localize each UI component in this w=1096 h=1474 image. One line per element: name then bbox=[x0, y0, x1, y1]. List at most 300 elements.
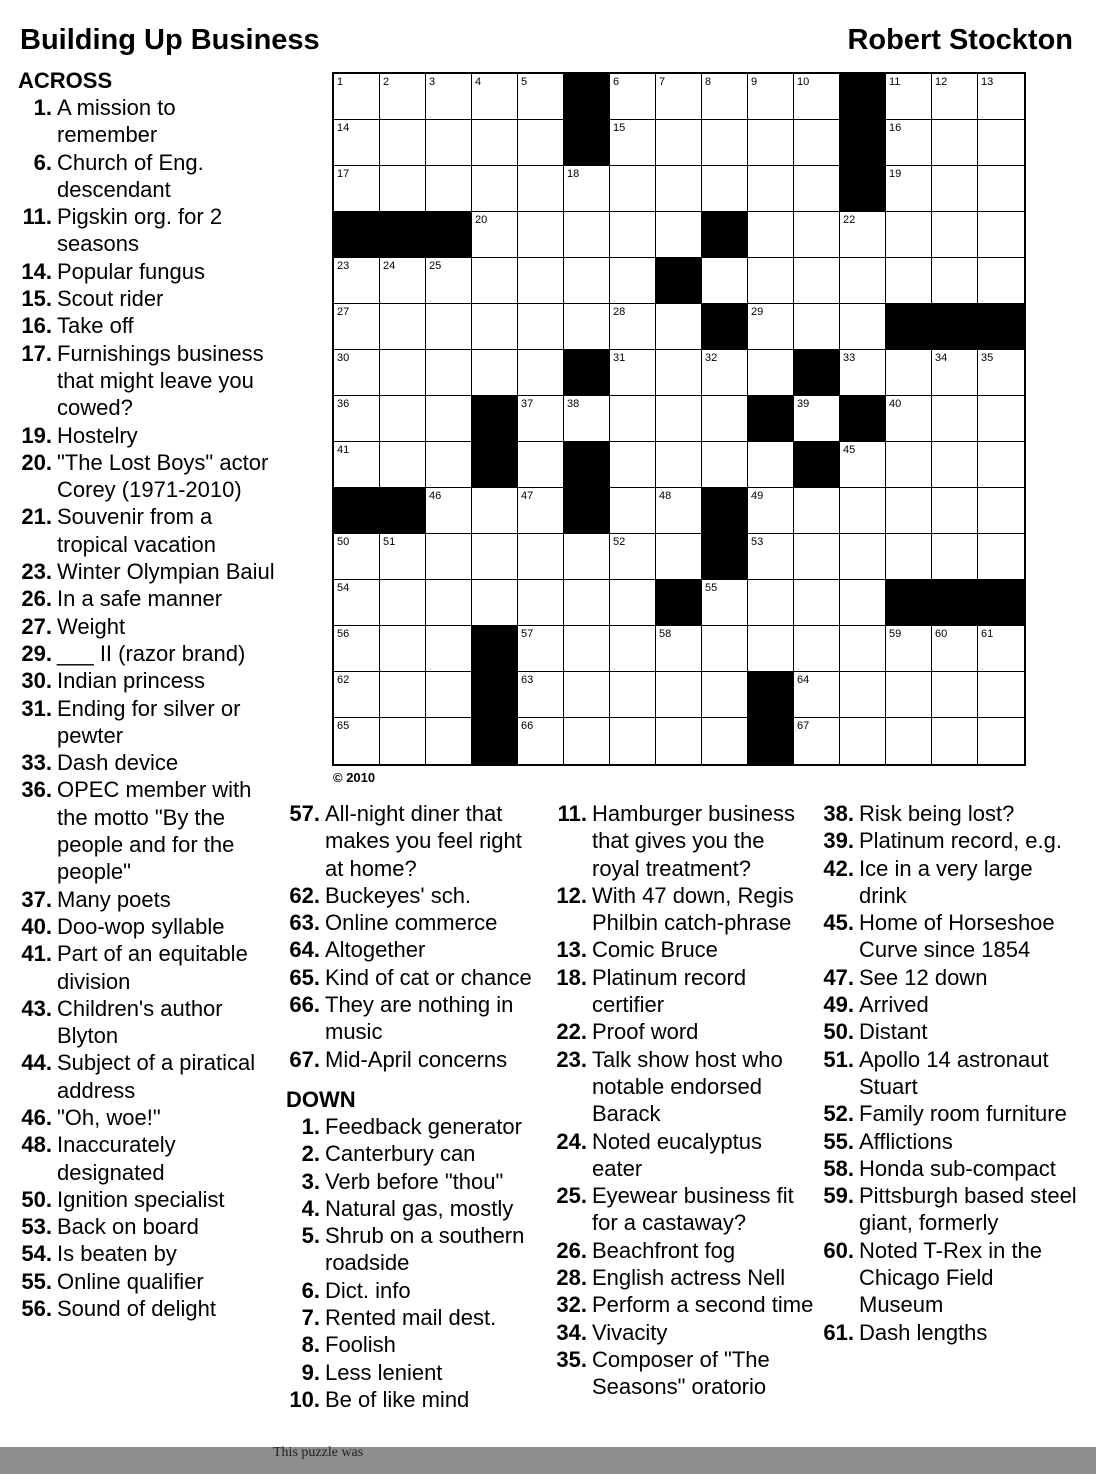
clue-item bbox=[286, 1359, 542, 1386]
grid-cell[interactable] bbox=[518, 626, 564, 672]
grid-cell[interactable] bbox=[426, 534, 472, 580]
grid-cell[interactable] bbox=[564, 626, 610, 672]
clue-number: 38. bbox=[823, 801, 854, 826]
grid-cell[interactable] bbox=[702, 258, 748, 304]
grid-cell[interactable] bbox=[334, 120, 380, 166]
grid-cell[interactable] bbox=[656, 396, 702, 442]
grid-cell[interactable] bbox=[978, 718, 1024, 764]
cell-number: 33 bbox=[843, 352, 856, 364]
clue-item bbox=[286, 1046, 542, 1073]
grid-cell[interactable] bbox=[978, 258, 1024, 304]
black-square bbox=[702, 304, 748, 350]
grid-cell[interactable] bbox=[380, 166, 426, 212]
clue-text: Subject of a piratical address bbox=[57, 1050, 256, 1103]
grid-cell[interactable] bbox=[702, 442, 748, 488]
grid-cell[interactable] bbox=[380, 74, 426, 120]
black-square bbox=[932, 580, 978, 626]
grid-cell[interactable] bbox=[656, 350, 702, 396]
grid-cell[interactable] bbox=[610, 626, 656, 672]
clue-number: 10. bbox=[289, 1386, 320, 1412]
grid-cell[interactable] bbox=[472, 74, 518, 120]
grid-cell[interactable] bbox=[564, 212, 610, 258]
grid-cell[interactable] bbox=[564, 304, 610, 350]
clue-number: 1. bbox=[33, 95, 52, 120]
grid-cell[interactable] bbox=[702, 120, 748, 166]
grid-cell[interactable] bbox=[426, 672, 472, 718]
grid-cell[interactable] bbox=[656, 534, 702, 580]
black-square bbox=[702, 488, 748, 534]
grid-cell[interactable] bbox=[518, 488, 564, 534]
grid-cell[interactable] bbox=[334, 258, 380, 304]
grid-cell[interactable] bbox=[840, 580, 886, 626]
grid-cell[interactable] bbox=[518, 672, 564, 718]
cell-number: 64 bbox=[797, 674, 810, 686]
grid-cell[interactable] bbox=[748, 488, 794, 534]
grid-cell[interactable] bbox=[932, 350, 978, 396]
clue-text: Afflictions bbox=[859, 1128, 953, 1154]
clue-text: Home of Horseshoe Curve since 1854 bbox=[859, 910, 1055, 963]
grid-cell[interactable] bbox=[610, 442, 656, 488]
cell-number: 17 bbox=[337, 168, 350, 180]
grid-cell[interactable] bbox=[748, 350, 794, 396]
grid-cell[interactable] bbox=[656, 672, 702, 718]
grid-cell[interactable] bbox=[610, 350, 656, 396]
cell-number: 48 bbox=[659, 490, 672, 502]
grid-cell[interactable] bbox=[334, 442, 380, 488]
grid-cell[interactable] bbox=[518, 120, 564, 166]
grid-cell[interactable] bbox=[610, 534, 656, 580]
grid-cell[interactable] bbox=[518, 580, 564, 626]
clue-number: 3. bbox=[301, 1168, 320, 1194]
grid-cell[interactable] bbox=[472, 488, 518, 534]
clue-text: Kind of cat or chance bbox=[325, 964, 532, 990]
grid-cell[interactable] bbox=[518, 396, 564, 442]
grid-cell[interactable] bbox=[518, 166, 564, 212]
grid-cell[interactable] bbox=[794, 166, 840, 212]
grid-cell[interactable] bbox=[380, 396, 426, 442]
grid-cell[interactable] bbox=[334, 304, 380, 350]
clue-number: 67. bbox=[289, 1046, 320, 1072]
grid-cell[interactable] bbox=[886, 396, 932, 442]
clue-item bbox=[820, 800, 1082, 827]
grid-cell[interactable] bbox=[840, 258, 886, 304]
grid-cell[interactable] bbox=[564, 718, 610, 764]
grid-cell[interactable] bbox=[610, 396, 656, 442]
clue-text: Family room furniture bbox=[859, 1101, 1067, 1127]
clue-text: All-night diner that makes you feel right at home? bbox=[325, 801, 522, 881]
clue-number: 50. bbox=[823, 1019, 854, 1045]
black-square bbox=[748, 396, 794, 442]
clue-text: Noted T-Rex in the Chicago Field Museum bbox=[859, 1237, 1043, 1318]
clue-text: Dash device bbox=[57, 750, 179, 776]
grid-cell[interactable] bbox=[426, 120, 472, 166]
grid-cell[interactable] bbox=[380, 120, 426, 166]
clue-number: 35. bbox=[556, 1346, 587, 1372]
grid-cell[interactable] bbox=[610, 74, 656, 120]
clue-number: 12. bbox=[556, 882, 587, 908]
grid-cell[interactable] bbox=[334, 718, 380, 764]
grid-cell[interactable] bbox=[978, 212, 1024, 258]
grid-cell[interactable] bbox=[932, 74, 978, 120]
grid-cell[interactable] bbox=[886, 718, 932, 764]
grid-cell[interactable] bbox=[702, 718, 748, 764]
grid-cell[interactable] bbox=[380, 580, 426, 626]
black-square bbox=[886, 580, 932, 626]
black-square bbox=[932, 304, 978, 350]
grid-cell[interactable] bbox=[886, 120, 932, 166]
grid-cell[interactable] bbox=[472, 212, 518, 258]
grid-cell[interactable] bbox=[978, 120, 1024, 166]
grid-cell[interactable] bbox=[610, 304, 656, 350]
grid-cell[interactable] bbox=[334, 580, 380, 626]
clue-item bbox=[18, 1295, 276, 1322]
grid-cell[interactable] bbox=[702, 626, 748, 672]
grid-cell[interactable] bbox=[978, 488, 1024, 534]
clue-number: 7. bbox=[301, 1305, 320, 1331]
black-square bbox=[840, 396, 886, 442]
grid-cell[interactable] bbox=[840, 672, 886, 718]
clue-text: Altogether bbox=[325, 937, 426, 963]
grid-cell[interactable] bbox=[748, 304, 794, 350]
grid-cell[interactable] bbox=[426, 350, 472, 396]
grid-cell[interactable] bbox=[610, 212, 656, 258]
grid-cell[interactable] bbox=[932, 212, 978, 258]
clue-item bbox=[18, 94, 276, 149]
clue-number: 4. bbox=[301, 1195, 320, 1221]
grid-cell[interactable] bbox=[426, 580, 472, 626]
clue-text: Dict. info bbox=[325, 1277, 411, 1303]
grid-cell[interactable] bbox=[518, 442, 564, 488]
grid-cell[interactable] bbox=[794, 580, 840, 626]
grid-cell[interactable] bbox=[932, 488, 978, 534]
grid-cell[interactable] bbox=[932, 166, 978, 212]
cell-number: 45 bbox=[843, 444, 856, 456]
crossword-grid bbox=[332, 72, 1026, 766]
grid-cell[interactable] bbox=[426, 718, 472, 764]
clue-item bbox=[553, 1046, 815, 1128]
grid-cell[interactable] bbox=[656, 488, 702, 534]
grid-cell[interactable] bbox=[840, 626, 886, 672]
clue-item bbox=[820, 827, 1082, 854]
black-square bbox=[840, 74, 886, 120]
grid-cell[interactable] bbox=[978, 396, 1024, 442]
grid-cell[interactable] bbox=[656, 718, 702, 764]
clue-text: Arrived bbox=[859, 992, 929, 1018]
grid-cell[interactable] bbox=[702, 74, 748, 120]
grid-cell[interactable] bbox=[334, 672, 380, 718]
cell-number: 54 bbox=[337, 582, 350, 594]
grid-cell[interactable] bbox=[656, 212, 702, 258]
clue-text: Ending for silver or pewter bbox=[57, 695, 241, 748]
clue-item bbox=[18, 258, 276, 285]
grid-cell[interactable] bbox=[518, 534, 564, 580]
grid-cell[interactable] bbox=[426, 258, 472, 304]
cell-number: 31 bbox=[613, 352, 626, 364]
grid-cell[interactable] bbox=[334, 166, 380, 212]
black-square bbox=[840, 166, 886, 212]
grid-cell[interactable] bbox=[886, 166, 932, 212]
grid-cell[interactable] bbox=[748, 626, 794, 672]
grid-cell[interactable] bbox=[518, 350, 564, 396]
black-square bbox=[472, 442, 518, 488]
grid-cell[interactable] bbox=[426, 166, 472, 212]
grid-cell[interactable] bbox=[564, 396, 610, 442]
grid-cell[interactable] bbox=[380, 304, 426, 350]
grid-cell[interactable] bbox=[932, 442, 978, 488]
clue-number: 41. bbox=[21, 941, 52, 967]
grid-cell[interactable] bbox=[978, 672, 1024, 718]
across-heading: ACROSS bbox=[18, 68, 113, 93]
down-clue-list-2 bbox=[553, 800, 815, 1401]
grid-cell[interactable] bbox=[702, 672, 748, 718]
clue-text: Risk being lost? bbox=[859, 801, 1015, 826]
clue-text: Popular fungus bbox=[57, 258, 205, 284]
clue-item bbox=[18, 422, 276, 449]
grid-cell[interactable] bbox=[794, 120, 840, 166]
clue-text: Sound of delight bbox=[57, 1296, 217, 1322]
grid-cell[interactable] bbox=[518, 258, 564, 304]
grid-cell[interactable] bbox=[564, 534, 610, 580]
grid-cell[interactable] bbox=[380, 350, 426, 396]
cell-number: 65 bbox=[337, 720, 350, 732]
grid-cell[interactable] bbox=[610, 580, 656, 626]
grid-cell[interactable] bbox=[656, 166, 702, 212]
cell-number: 27 bbox=[337, 306, 350, 318]
clue-item bbox=[286, 1222, 542, 1277]
grid-cell[interactable] bbox=[794, 396, 840, 442]
cell-number: 13 bbox=[981, 76, 994, 88]
grid-cell[interactable] bbox=[886, 258, 932, 304]
grid-cell[interactable] bbox=[794, 534, 840, 580]
grid-cell[interactable] bbox=[840, 718, 886, 764]
grid-cell[interactable] bbox=[978, 74, 1024, 120]
grid-cell[interactable] bbox=[380, 534, 426, 580]
clue-item bbox=[18, 1268, 276, 1295]
grid-cell[interactable] bbox=[334, 626, 380, 672]
cell-number: 46 bbox=[429, 490, 442, 502]
clue-item bbox=[18, 340, 276, 422]
grid-cell[interactable] bbox=[472, 166, 518, 212]
grid-cell[interactable] bbox=[472, 534, 518, 580]
grid-cell[interactable] bbox=[656, 626, 702, 672]
grid-cell[interactable] bbox=[610, 120, 656, 166]
clue-number: 58. bbox=[823, 1155, 854, 1181]
cell-number: 35 bbox=[981, 352, 994, 364]
grid-cell[interactable] bbox=[334, 350, 380, 396]
clue-number: 50. bbox=[21, 1186, 52, 1212]
grid-cell[interactable] bbox=[656, 442, 702, 488]
grid-cell[interactable] bbox=[426, 74, 472, 120]
cell-number: 1 bbox=[337, 76, 344, 88]
clue-item bbox=[820, 1128, 1082, 1155]
grid-cell[interactable] bbox=[334, 534, 380, 580]
grid-cell[interactable] bbox=[840, 350, 886, 396]
grid-cell[interactable] bbox=[794, 304, 840, 350]
cell-number: 32 bbox=[705, 352, 718, 364]
black-square bbox=[472, 626, 518, 672]
clue-item bbox=[286, 1195, 542, 1222]
grid-cell[interactable] bbox=[932, 396, 978, 442]
grid-cell[interactable] bbox=[656, 304, 702, 350]
grid-cell[interactable] bbox=[886, 212, 932, 258]
grid-cell[interactable] bbox=[380, 672, 426, 718]
clue-item bbox=[553, 1018, 815, 1045]
grid-cell[interactable] bbox=[656, 120, 702, 166]
grid-cell[interactable] bbox=[702, 350, 748, 396]
clue-text: Furnishings business that might leave you cowed? bbox=[57, 340, 264, 421]
across-column bbox=[18, 67, 276, 1322]
clue-number: 52. bbox=[823, 1101, 854, 1127]
clue-item bbox=[18, 1240, 276, 1267]
grid-cell[interactable] bbox=[518, 74, 564, 120]
grid-cell[interactable] bbox=[748, 212, 794, 258]
clue-item bbox=[18, 203, 276, 258]
clue-item bbox=[18, 667, 276, 694]
grid-cell[interactable] bbox=[886, 672, 932, 718]
cell-number: 25 bbox=[429, 260, 442, 272]
grid-cell[interactable] bbox=[932, 626, 978, 672]
grid-cell[interactable] bbox=[886, 626, 932, 672]
clue-number: 48. bbox=[21, 1132, 52, 1158]
grid-cell[interactable] bbox=[932, 718, 978, 764]
clue-item bbox=[18, 285, 276, 312]
grid-cell[interactable] bbox=[564, 258, 610, 304]
grid-cell[interactable] bbox=[472, 304, 518, 350]
cell-number: 11 bbox=[889, 76, 901, 88]
black-square bbox=[978, 304, 1024, 350]
grid-cell[interactable] bbox=[472, 120, 518, 166]
grid-cell[interactable] bbox=[840, 212, 886, 258]
grid-cell[interactable] bbox=[932, 534, 978, 580]
grid-cell[interactable] bbox=[840, 534, 886, 580]
grid-cell[interactable] bbox=[702, 580, 748, 626]
grid-cell[interactable] bbox=[886, 534, 932, 580]
grid-cell[interactable] bbox=[610, 166, 656, 212]
grid-cell[interactable] bbox=[978, 626, 1024, 672]
grid-cell[interactable] bbox=[472, 580, 518, 626]
cell-number: 53 bbox=[751, 536, 764, 548]
grid-cell[interactable] bbox=[748, 534, 794, 580]
grid-cell[interactable] bbox=[610, 718, 656, 764]
grid-cell[interactable] bbox=[426, 488, 472, 534]
grid-cell[interactable] bbox=[656, 74, 702, 120]
grid-cell[interactable] bbox=[702, 396, 748, 442]
grid-cell[interactable] bbox=[886, 350, 932, 396]
grid-cell[interactable] bbox=[794, 626, 840, 672]
clue-number: 54. bbox=[21, 1241, 52, 1267]
cell-number: 39 bbox=[797, 398, 810, 410]
grid-cell[interactable] bbox=[472, 258, 518, 304]
grid-cell[interactable] bbox=[334, 74, 380, 120]
grid-cell[interactable] bbox=[932, 120, 978, 166]
cell-number: 4 bbox=[475, 76, 482, 88]
grid-cell[interactable] bbox=[472, 350, 518, 396]
grid-cell[interactable] bbox=[840, 304, 886, 350]
grid-cell[interactable] bbox=[564, 166, 610, 212]
clue-number: 23. bbox=[556, 1046, 587, 1072]
grid-cell[interactable] bbox=[794, 488, 840, 534]
black-square bbox=[564, 350, 610, 396]
grid-cell[interactable] bbox=[518, 718, 564, 764]
clue-item bbox=[286, 1168, 542, 1195]
grid-cell[interactable] bbox=[840, 488, 886, 534]
grid-cell[interactable] bbox=[886, 442, 932, 488]
clue-number: 44. bbox=[21, 1050, 52, 1076]
grid-cell[interactable] bbox=[748, 74, 794, 120]
grid-cell[interactable] bbox=[748, 580, 794, 626]
clue-number: 27. bbox=[21, 613, 52, 639]
clue-item bbox=[18, 1186, 276, 1213]
clue-item bbox=[18, 776, 276, 885]
grid-cell[interactable] bbox=[518, 212, 564, 258]
grid-cell[interactable] bbox=[794, 718, 840, 764]
cell-number: 5 bbox=[521, 76, 528, 88]
grid-cell[interactable] bbox=[748, 166, 794, 212]
clue-text: Noted eucalyptus eater bbox=[592, 1128, 762, 1181]
cell-number: 28 bbox=[613, 306, 626, 318]
grid-cell[interactable] bbox=[794, 212, 840, 258]
grid-cell[interactable] bbox=[794, 258, 840, 304]
clue-text: Online commerce bbox=[325, 910, 498, 936]
clue-item bbox=[553, 1291, 815, 1318]
grid-cell[interactable] bbox=[564, 672, 610, 718]
grid-cell[interactable] bbox=[610, 488, 656, 534]
grid-cell[interactable] bbox=[794, 74, 840, 120]
grid-cell[interactable] bbox=[886, 74, 932, 120]
clue-item bbox=[820, 1237, 1082, 1319]
clue-number: 61. bbox=[823, 1319, 854, 1345]
grid-cell[interactable] bbox=[610, 258, 656, 304]
grid-cell[interactable] bbox=[380, 258, 426, 304]
grid-cell[interactable] bbox=[748, 120, 794, 166]
grid-cell[interactable] bbox=[334, 396, 380, 442]
cell-number: 30 bbox=[337, 352, 350, 364]
grid-cell[interactable] bbox=[518, 304, 564, 350]
grid-cell[interactable] bbox=[840, 442, 886, 488]
grid-cell[interactable] bbox=[610, 672, 656, 718]
grid-cell[interactable] bbox=[426, 304, 472, 350]
grid-cell[interactable] bbox=[978, 350, 1024, 396]
cell-number: 47 bbox=[521, 490, 534, 502]
clue-item bbox=[286, 1386, 542, 1413]
grid-cell[interactable] bbox=[380, 718, 426, 764]
grid-cell[interactable] bbox=[426, 442, 472, 488]
clue-text: Apollo 14 astronaut Stuart bbox=[859, 1046, 1049, 1099]
cell-number: 9 bbox=[751, 76, 758, 88]
grid-cell[interactable] bbox=[748, 258, 794, 304]
grid-cell[interactable] bbox=[380, 626, 426, 672]
grid-cell[interactable] bbox=[886, 488, 932, 534]
grid-cell[interactable] bbox=[426, 626, 472, 672]
grid-cell[interactable] bbox=[794, 672, 840, 718]
grid-cell[interactable] bbox=[564, 580, 610, 626]
grid-cell[interactable] bbox=[702, 166, 748, 212]
clue-number: 40. bbox=[21, 913, 52, 939]
grid-cell[interactable] bbox=[932, 672, 978, 718]
cell-number: 40 bbox=[889, 398, 902, 410]
clue-text: Pittsburgh based steel giant, formerly bbox=[859, 1183, 1077, 1236]
grid-cell[interactable] bbox=[932, 258, 978, 304]
grid-cell[interactable] bbox=[380, 442, 426, 488]
grid-cell[interactable] bbox=[978, 534, 1024, 580]
grid-cell[interactable] bbox=[978, 166, 1024, 212]
grid-cell[interactable] bbox=[978, 442, 1024, 488]
grid-cell[interactable] bbox=[426, 396, 472, 442]
clue-item bbox=[18, 940, 276, 995]
clue-number: 45. bbox=[823, 910, 854, 936]
grid-cell[interactable] bbox=[748, 442, 794, 488]
clue-text: Is beaten by bbox=[57, 1241, 177, 1267]
